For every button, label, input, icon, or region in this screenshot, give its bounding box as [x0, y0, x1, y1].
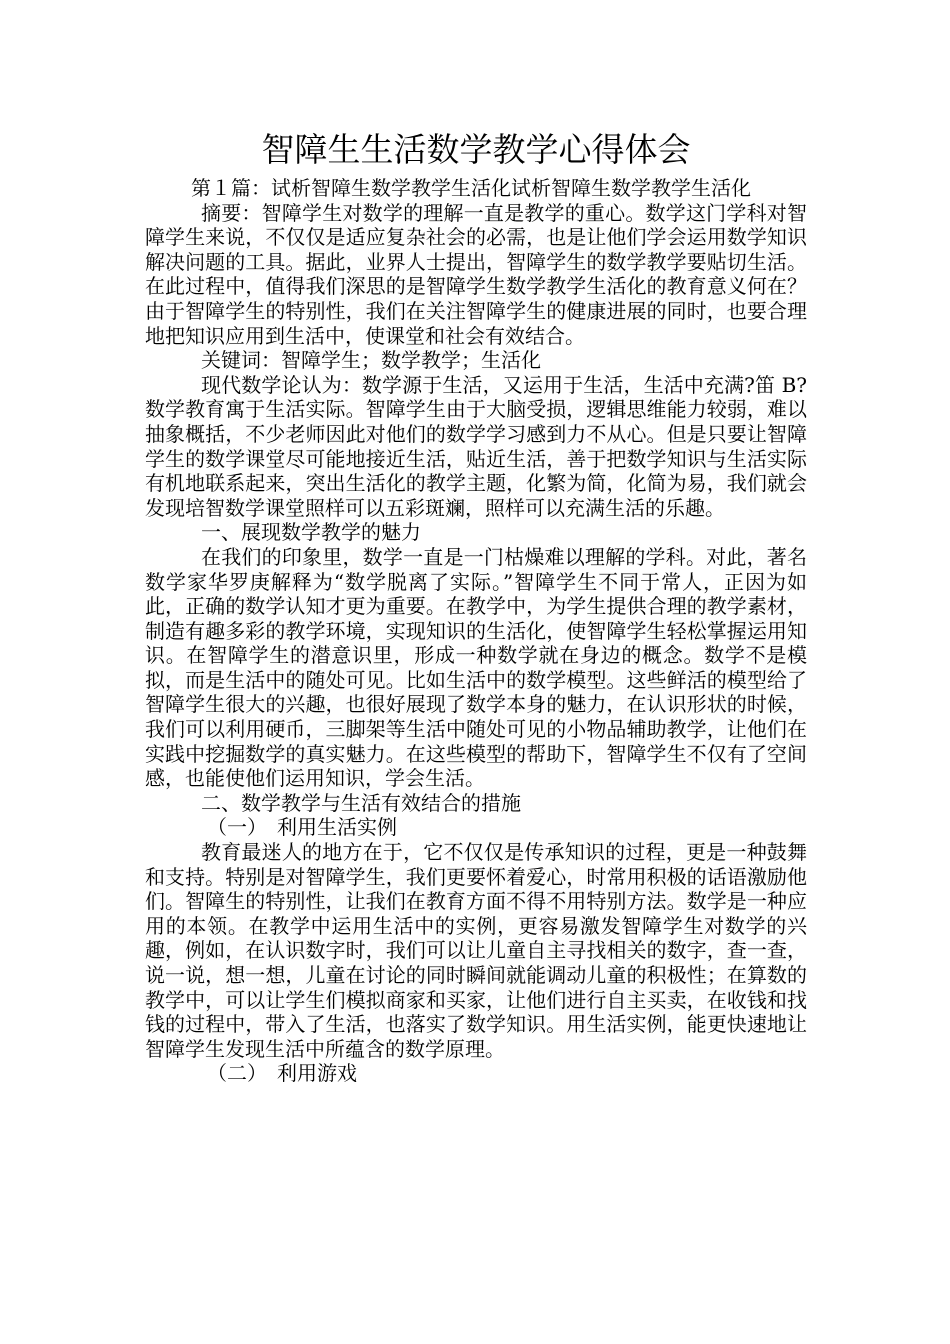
abstract-paragraph: 摘要：智障学生对数学的理解一直是教学的重心。数学这门学科对智障学生来说，不仅仅是适应复杂社会的必需，也是让他们学会运用数学知识解决问题的工具。据此，业界人士提出，智障学生的数学教学要贴切生活。在此过程中，值得我们深思的是智障学生数学教学生活化的教育意义何在？由于智障学生的特别性，我们在关注智障学生的健康进展的同时，也要合理地把知识应用到生活中，使课堂和社会有效结合。: [145, 200, 807, 348]
subsection-1-heading: （一） 利用生活实例: [207, 815, 397, 840]
section-2-heading: 二、数学教学与生活有效结合的措施: [201, 790, 521, 815]
subsection-2-heading: （二） 利用游戏: [207, 1061, 357, 1086]
subsection-1-body: 教育最迷人的地方在于，它不仅仅是传承知识的过程，更是一种鼓舞和支持。特别是对智障学生，我们更要怀着爱心，时常用积极的话语激励他们。智障生的特别性，让我们在教育方面不得不用特别方法。数学是一种应用的本领。在教学中运用生活中的实例，更容易激发智障学生对数学的兴趣，例如，在认识数字时，我们可以让儿童自主寻找相关的数字，查一查，说一说，想一想，儿童在讨论的同时瞬间就能调动儿童的积极性；在算数的教学中，可以让学生们模拟商家和买家，让他们进行自主买卖，在收钱和找钱的过程中，带入了生活，也落实了数学知识。用生活实例，能更快速地让智障学生发现生活中所蕴含的数学原理。: [145, 840, 807, 1061]
document-page: [145, 128, 807, 1086]
intro-paragraph: 现代数学论认为：数学源于生活，又运用于生活，生活中充满?笛 B?数学教育寓于生活实际。智障学生由于大脑受损，逻辑思维能力较弱，难以抽象概括，不少老师因此对他们的数学学习感到力不从心。但是只要让智障学生的数学课堂尽可能地接近生活，贴近生活，善于把数学知识与生活实际有机地联系起来，突出生活化的教学主题，化繁为简，化简为易，我们就会发现培智数学课堂照样可以五彩斑斓，照样可以充满生活的乐趣。: [145, 372, 807, 520]
document-title: 智障生生活数学教学心得体会: [261, 130, 691, 169]
keywords-line: 关键词：智障学生；数学教学；生活化: [201, 348, 541, 373]
document-subtitle: 第１篇：试析智障生数学教学生活化试析智障生数学教学生活化: [191, 176, 751, 200]
section-1-body: 在我们的印象里，数学一直是一门枯燥难以理解的学科。对此，著名数学家华罗庚解释为“数学脱离了实际。”智障学生不同于常人，正因为如此，正确的数学认知才更为重要。在教学中，为学生提供合理的教学素材，制造有趣多彩的教学环境，实现知识的生活化，使智障学生轻松掌握运用知识。在智障学生的潜意识里，形成一种数学就在身边的概念。数学不是模拟，而是生活中的随处可见。比如生活中的数学模型。这些鲜活的模型给了智障学生很大的兴趣，也很好展现了数学本身的魅力，在认识形状的时候，我们可以利用硬币，三脚架等生活中随处可见的小物品辅助教学，让他们在实践中挖掘数学的真实魅力。在这些模型的帮助下，智障学生不仅有了空间感，也能使他们运用知识，学会生活。: [145, 544, 807, 791]
section-1-heading: 一、展现数学教学的魅力: [201, 520, 421, 545]
